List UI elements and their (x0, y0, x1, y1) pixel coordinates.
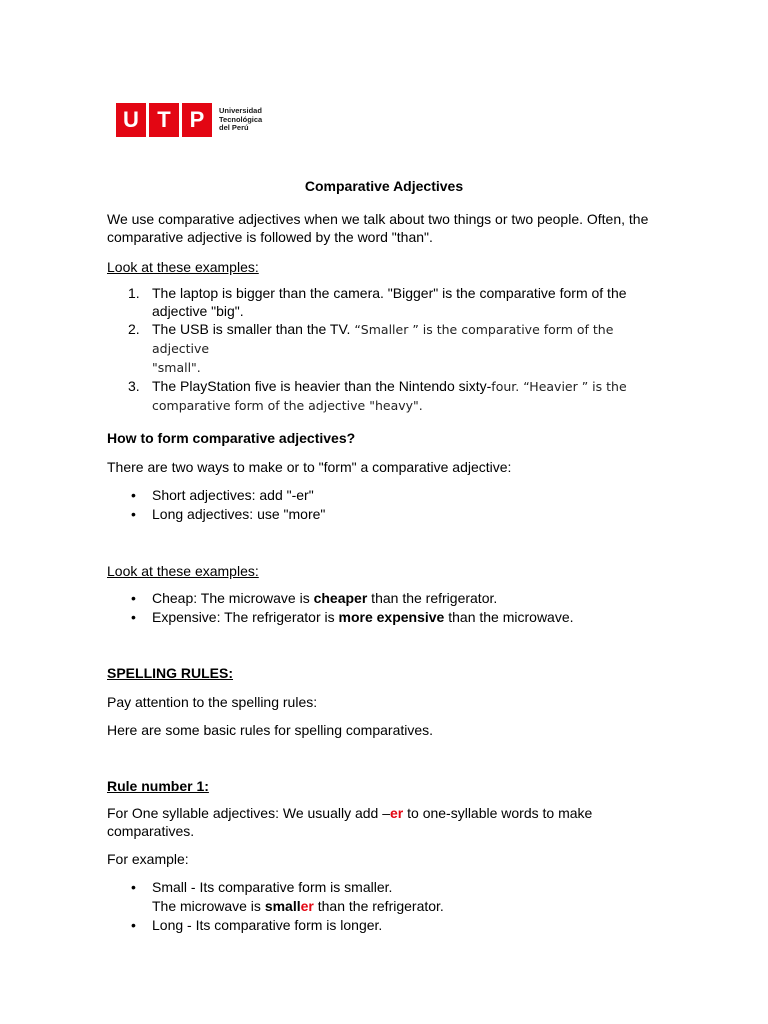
logo-letter-p: P (182, 103, 212, 137)
list-item: • Cheap: The microwave is cheaper than the refrigerator. (107, 589, 667, 608)
list-item: 3. The PlayStation five is heavier than the Nintendo sixty-four. “Heavier ” is the comparative form of the adjective "heavy". (128, 378, 627, 413)
for-example-label: For example: (107, 851, 189, 867)
list-item: • Small - Its comparative form is smaller. The microwave is smaller than the refrigerator. (107, 878, 667, 916)
list-item: • Expensive: The refrigerator is more expensive than the microwave. (107, 608, 667, 627)
spelling-paragraph-1: Pay attention to the spelling rules: (107, 694, 318, 710)
form-heading: How to form comparative adjectives? (107, 430, 356, 446)
rule-1-text: For One syllable adjectives: We usually add –er to one-syllable words to make comparatives. (107, 805, 593, 839)
logo-letter-u: U (116, 103, 146, 137)
rule-1-list (107, 878, 667, 935)
list-item: 1. The laptop is bigger than the camera. "Bigger" is the comparative form of the adjective "big". (128, 285, 627, 319)
list-item: • Short adjectives: add "-er" (107, 486, 667, 505)
intro-paragraph: We use comparative adjectives when we talk about two things or two people. Often, the comparative adjective is followed by the word "than". (107, 211, 649, 245)
list-item: 2. The USB is smaller than the TV. “Smaller ” is the comparative form of the adjective "small". (128, 321, 614, 375)
form-intro: There are two ways to make or to "form" a comparative adjective: (107, 459, 512, 475)
utp-logo (116, 103, 262, 137)
form-list (107, 486, 667, 524)
examples-heading-1: Look at these examples: (107, 259, 259, 275)
rule-1-heading: Rule number 1: (107, 778, 209, 794)
examples-list-2 (107, 589, 667, 627)
list-item: • Long adjectives: use "more" (107, 505, 667, 524)
list-item: • Long - Its comparative form is longer. (107, 916, 667, 935)
examples-list-1 (107, 284, 667, 415)
logo-university-name: Universidad Tecnológica del Perú (219, 106, 263, 133)
examples-heading-2: Look at these examples: (107, 563, 259, 579)
page-title: Comparative Adjectives (304, 178, 464, 194)
spelling-paragraph-2: Here are some basic rules for spelling comparatives. (107, 722, 434, 738)
spelling-heading: SPELLING RULES: (107, 665, 234, 681)
logo-letter-t: T (149, 103, 179, 137)
